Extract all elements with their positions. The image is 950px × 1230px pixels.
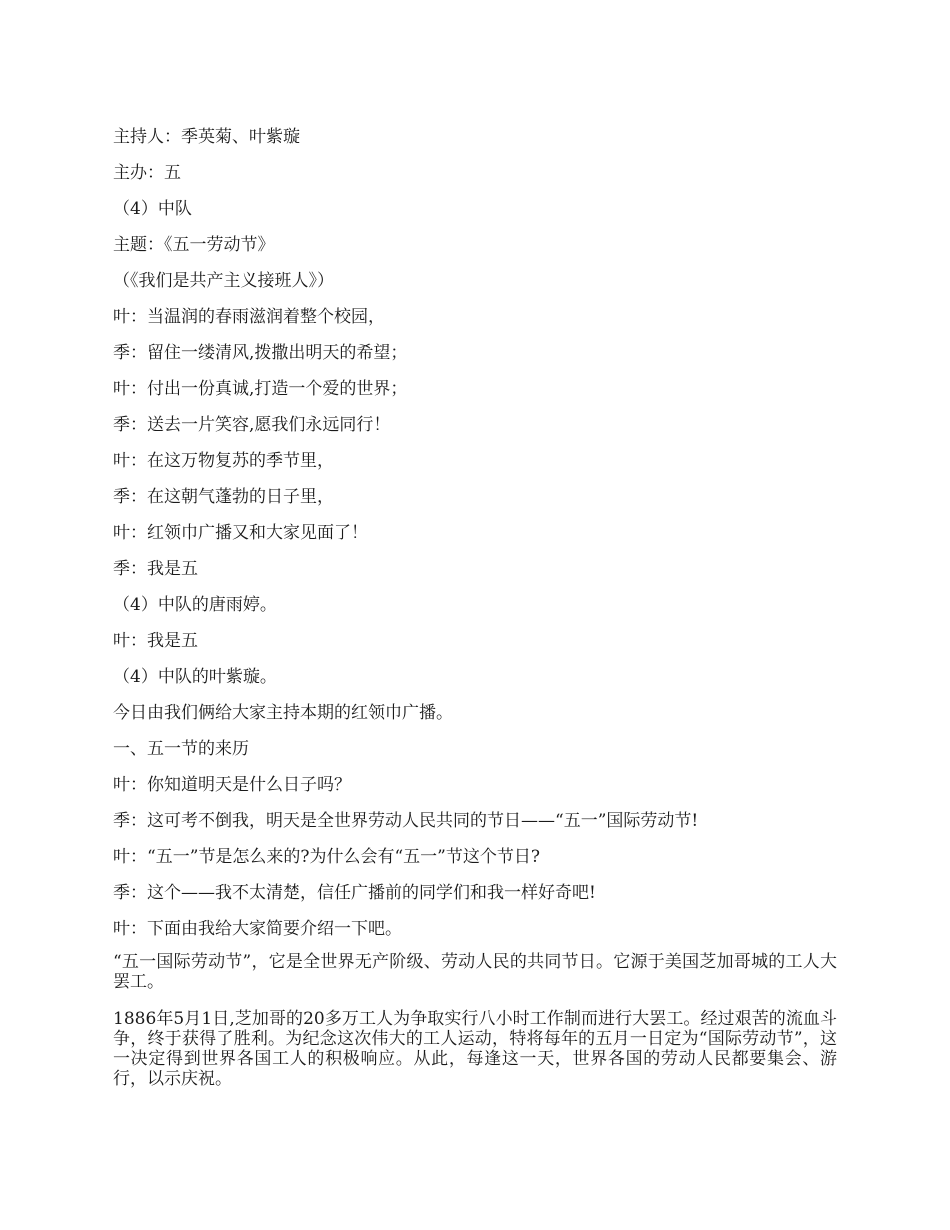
host-line: 主持人：季英菊、叶紫璇 xyxy=(113,127,300,147)
theme-line: 主题：《五一劳动节》 xyxy=(113,235,275,255)
dialogue-line: 季：我是五 xyxy=(113,559,198,579)
squad-line: （4）中队 xyxy=(113,199,192,219)
document-body xyxy=(113,124,837,1101)
dialogue-line: 季：送去一片笑容,愿我们永远同行！ xyxy=(113,415,391,435)
dialogue-line: 叶：在这万物复苏的季节里， xyxy=(113,451,334,471)
section-heading: 一、五一节的来历 xyxy=(113,739,249,759)
dialogue-line: 叶：我是五 xyxy=(113,631,198,651)
dialogue-line: 季：留住一缕清风,拨撒出明天的希望； xyxy=(113,343,408,363)
dialogue-line: 叶：你知道明天是什么日子吗？ xyxy=(113,775,351,795)
dialogue-line: 叶：付出一份真诚,打造一个爱的世界； xyxy=(113,379,408,399)
dialogue-line: 叶：“五一”节是怎么来的?为什么会有“五一”节这个节日? xyxy=(113,847,540,867)
dialogue-line: 季：在这朝气蓬勃的日子里， xyxy=(113,487,334,507)
dialogue-line: 叶：下面由我给大家简要介绍一下吧。 xyxy=(113,919,402,939)
dialogue-line: 叶：当温润的春雨滋润着整个校园， xyxy=(113,307,385,327)
dialogue-line: （4）中队的唐雨婷。 xyxy=(113,595,277,615)
body-paragraph: 1886年5月1日,芝加哥的20多万工人为争取实行八小时工作制而进行大罢工。经过艰苦的流血斗争，终于获得了胜利。为纪念这次伟大的工人运动，特将每年的五月一日定为“国际劳动节”，这一决定得到世界各国工人的积极响应。从此，每逢这一天，世界各国的劳动人民都要集会、游行，以示庆祝。 xyxy=(113,1009,837,1089)
body-paragraph: “五一国际劳动节”，它是全世界无产阶级、劳动人民的共同节日。它源于美国芝加哥城的工人大罢工。 xyxy=(113,952,837,992)
dialogue-line: 叶：红领巾广播又和大家见面了！ xyxy=(113,523,368,543)
dialogue-line: （4）中队的叶紫璇。 xyxy=(113,667,277,687)
song-line: （《我们是共产主义接班人》） xyxy=(113,271,334,291)
intro-line: 今日由我们俩给大家主持本期的红领巾广播。 xyxy=(113,703,453,723)
dialogue-line: 季：这可考不倒我，明天是全世界劳动人民共同的节日——“五一”国际劳动节! xyxy=(113,811,699,831)
dialogue-line: 季：这个——我不太清楚，信任广播前的同学们和我一样好奇吧! xyxy=(113,883,596,903)
organizer-line: 主办：五 xyxy=(113,163,181,183)
